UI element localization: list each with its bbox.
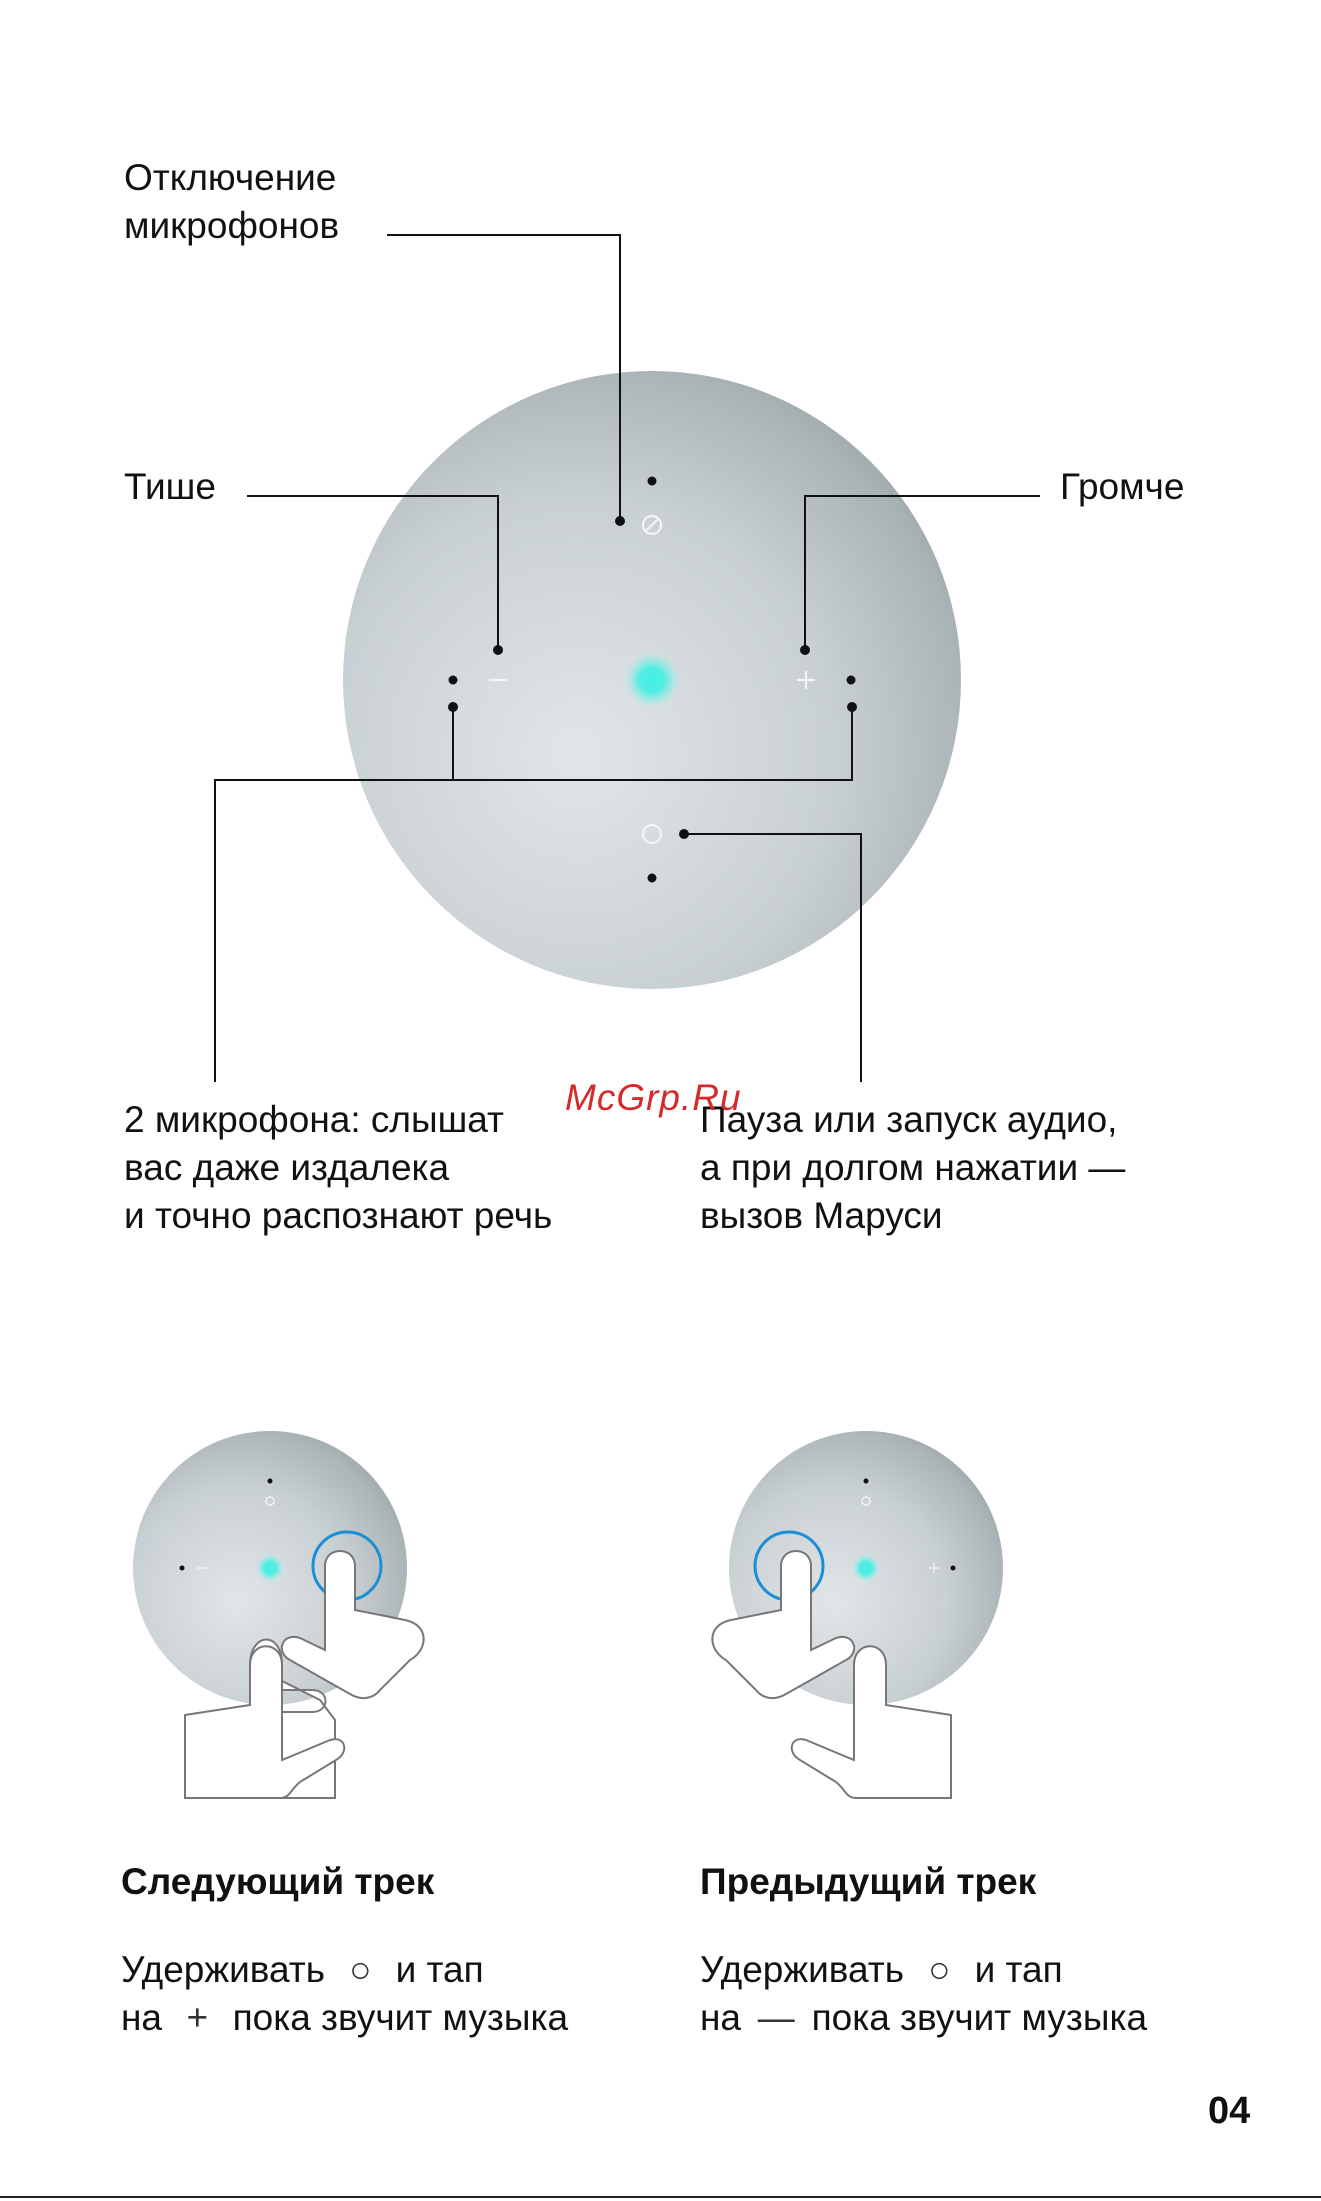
prev-track-hold-text: Удерживать [700, 1949, 905, 1990]
play-pause-label-line1: Пауза или запуск аудио, [700, 1099, 1118, 1140]
microphones-label-line3: и точно распознают речь [124, 1195, 553, 1236]
prev-track-illustration [712, 1431, 1003, 1798]
plus-icon: + [186, 1997, 209, 2038]
prev-track-tap-text: и тап [974, 1949, 1063, 1990]
watermark: McGrp.Ru [565, 1077, 742, 1118]
prev-track-while-text: пока звучит музыка [811, 1997, 1148, 2038]
prev-track-on-text: на [700, 1997, 742, 2038]
top-microphone-dot [648, 477, 657, 486]
prev-track-title: Предыдущий трек [700, 1861, 1037, 1902]
next-track-tap-text: и тап [395, 1949, 484, 1990]
play-pause-label-line3: вызов Маруси [700, 1195, 943, 1236]
microphones-label-line1: 2 микрофона: слышат [124, 1099, 504, 1140]
indicator-light [624, 652, 680, 708]
next-track-illustration [133, 1431, 424, 1798]
prev-track-instructions [700, 1946, 1147, 2042]
main-speaker [343, 371, 961, 989]
right-microphone-dot [847, 676, 856, 685]
next-track-title: Следующий трек [121, 1861, 435, 1902]
next-track-on-text: на [121, 1997, 163, 2038]
mic-off-label-line1: Отключение [124, 157, 337, 198]
louder-label: Громче [1060, 466, 1185, 507]
next-track-instructions [121, 1946, 568, 2042]
play-pause-label [700, 1096, 1125, 1240]
left-microphone-dot [449, 676, 458, 685]
minus-icon: — [757, 1997, 795, 2038]
mic-off-label [124, 154, 339, 250]
microphones-label-line2: вас даже издалека [124, 1147, 450, 1188]
play-pause-icon: ○ [928, 1949, 951, 1990]
bottom-microphone-dot [648, 874, 657, 883]
play-pause-icon: ○ [349, 1949, 372, 1990]
bottom-divider [0, 2196, 1321, 2198]
microphones-label [124, 1096, 552, 1240]
quieter-label: Тише [124, 466, 216, 507]
page-number: 04 [1208, 2090, 1251, 2132]
next-track-while-text: пока звучит музыка [232, 1997, 569, 2038]
play-pause-label-line2: а при долгом нажатии — [700, 1147, 1126, 1188]
next-track-hold-text: Удерживать [121, 1949, 326, 1990]
mic-off-label-line2: микрофонов [124, 205, 340, 246]
